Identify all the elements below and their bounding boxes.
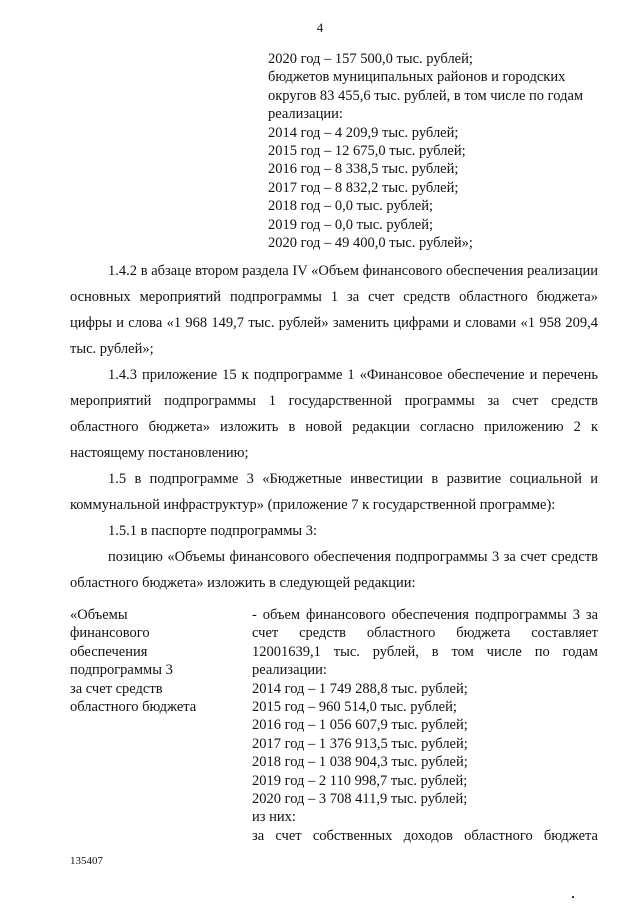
paragraph-position: позицию «Объемы финансового обеспечения подпрограммы 3 за счет средств областного бюджета» изложить в следующей редакции: [70,549,598,591]
text-line: 2014 год – 4 209,9 тыс. рублей; [268,124,459,141]
text-line: областного бюджета [70,699,197,716]
text-line: 2020 год – 157 500,0 тыс. рублей; [268,51,473,67]
text-line: подпрограммы 3 [70,662,173,679]
text-line: бюджетов муниципальных районов и городских [268,69,566,86]
text-line: 2020 год – 49 400,0 тыс. рублей»; [268,235,473,252]
table-left-column [70,606,196,716]
text-line: 2018 год – 0,0 тыс. рублей; [268,198,434,215]
text-line: 2015 год – 12 675,0 тыс. рублей; [268,143,466,160]
text-line: из них: [252,809,296,826]
text-line: обеспечения [70,643,148,660]
text-line: 2016 год – 8 338,5 тыс. рублей; [268,161,459,178]
paragraph-1-5: 1.5 в подпрограмме 3 «Бюджетные инвестиции в развитие социальной и коммунальной инфраструктур» (приложение 7 к государственной программе): [70,471,598,513]
text-line: за счет средств [70,680,163,697]
year-line: 2018 год – 1 038 904,3 тыс. рублей; [252,754,468,771]
year-line: 2020 год – 3 708 411,9 тыс. рублей; [252,791,468,808]
text-line: реализации: [268,106,343,123]
text-line: финансового [70,625,150,642]
text-line: за счет собственных доходов областного бюджета [252,827,598,844]
year-line: 2016 год – 1 056 607,9 тыс. рублей; [252,717,468,734]
page-number: 4 [316,20,324,35]
text-line: «Объемы [70,607,128,623]
paragraph-1-4-3: 1.4.3 приложение 15 к подпрограмме 1 «Финансовое обеспечение и перечень мероприятий подпрограммы 1 государственной программы за счет средств областного бюджета» изложить в новой редакции согласно приложению 2 к настоящему постановлению; [70,367,598,461]
text-line: округов 83 455,6 тыс. рублей, в том числе по годам [268,87,584,104]
year-line: 2014 год – 1 749 288,8 тыс. рублей; [252,680,468,697]
paragraph-1-5-1: 1.5.1 в паспорте подпрограммы 3: [108,523,318,539]
table-right-column [252,606,598,845]
document-code: 135407 [70,855,103,867]
text-line: 2019 год – 0,0 тыс. рублей; [268,216,434,233]
scan-mark [572,896,574,898]
funding-intro: - объем финансового обеспечения подпрограммы 3 за счет средств областного бюджета составляет 12001639,1 тыс. рублей, в том числе по годам реализации: [252,607,598,679]
year-line: 2019 год – 2 110 998,7 тыс. рублей; [252,772,468,789]
year-line: 2017 год – 1 376 913,5 тыс. рублей; [252,735,468,752]
text-line: 2017 год – 8 832,2 тыс. рублей; [268,179,459,196]
paragraph-1-4-2: 1.4.2 в абзаце втором раздела IV «Объем финансового обеспечения реализации основных мероприятий подпрограммы 1 за счет средств областного бюджета» цифры и слова «1 968 149,7 тыс. рублей» заменить цифрами и словами «1 958 209,4 тыс. рублей»; [70,263,598,357]
year-line: 2015 год – 960 514,0 тыс. рублей; [252,699,457,716]
funding-continuation-block [268,50,583,252]
